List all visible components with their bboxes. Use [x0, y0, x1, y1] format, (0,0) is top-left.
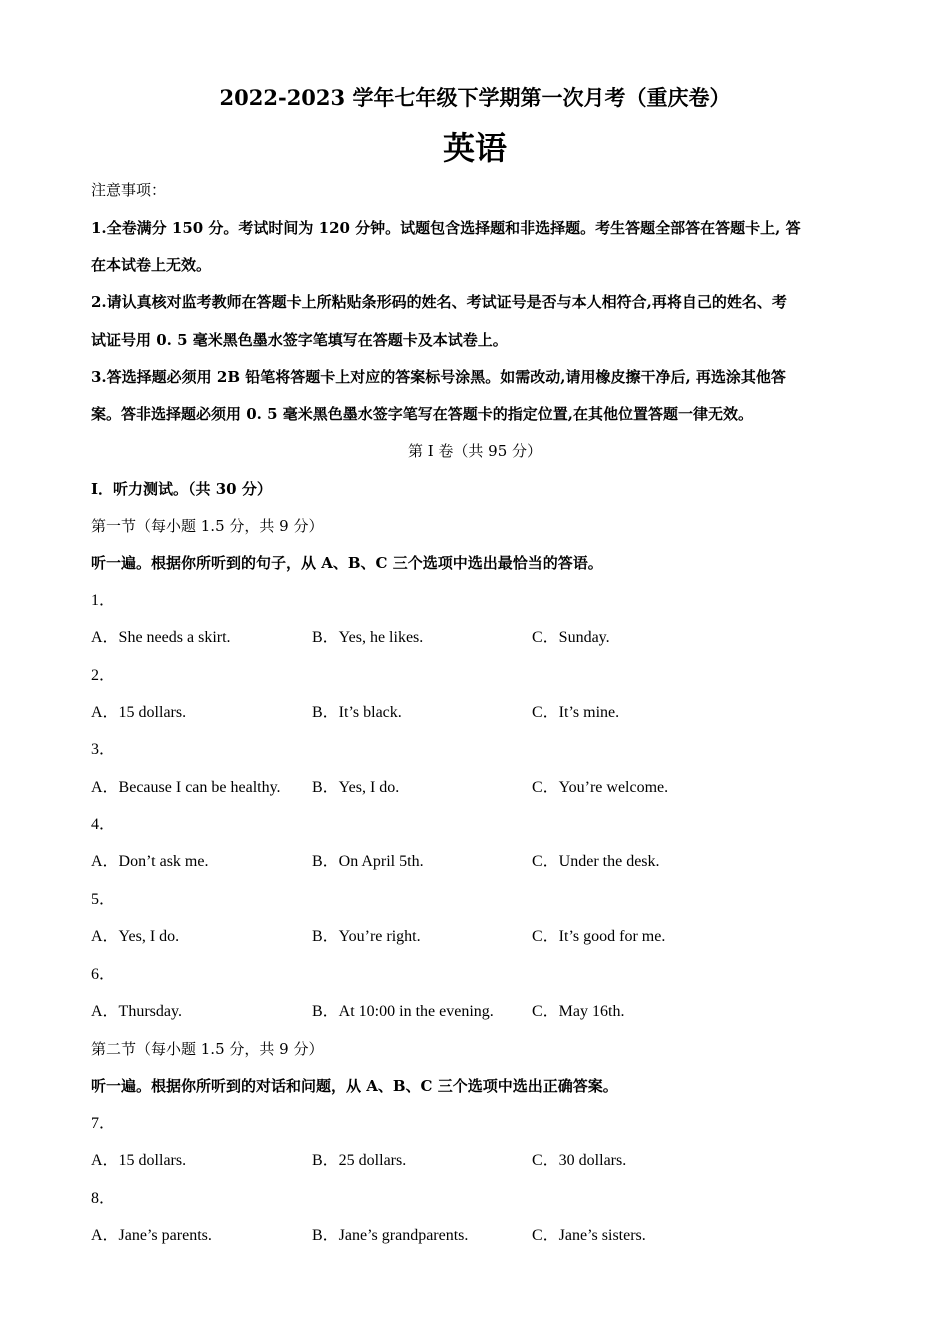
option-a: A．15 dollars. [91, 704, 187, 721]
option-b: B．It’s black. [312, 704, 402, 721]
exam-title: 2022-2023 学年七年级下学期第一次月考（重庆卷） [219, 85, 731, 110]
question-number: 8． [91, 1190, 116, 1207]
option-c: C．It’s mine. [532, 704, 620, 721]
option-a: A．15 dollars. [91, 1152, 187, 1169]
question-number: 6． [91, 966, 116, 983]
question-number: 2． [91, 667, 116, 684]
question-number: 3． [91, 741, 116, 758]
notice-line: 2.请认真核对监考教师在答题卡上所粘贴条形码的姓名、考试证号是否与本人相符合,再将自己的姓名、考 [91, 293, 787, 311]
option-a: A．Because I can be healthy. [91, 779, 281, 796]
listening-section-title: Ⅰ．听力测试。（共 30 分） [91, 480, 272, 498]
option-b: B．Yes, I do. [312, 779, 400, 796]
section-instruction: 听一遍。根据你所听到的句子，从 A、B、C 三个选项中选出最恰当的答语。 [91, 554, 603, 572]
option-b: B．On April 5th. [312, 853, 424, 870]
option-c: C．Under the desk. [532, 853, 660, 870]
notice-line: 1.全卷满分 150 分。考试时间为 120 分钟。试题包含选择题和非选择题。考生答题全部答在答题卡上, 答 [91, 219, 801, 237]
option-c: C．30 dollars. [532, 1152, 627, 1169]
question-number: 4． [91, 816, 116, 833]
option-a: A．Yes, I do. [91, 928, 180, 945]
question-number: 7． [91, 1115, 116, 1132]
section-instruction: 听一遍。根据你所听到的对话和问题，从 A、B、C 三个选项中选出正确答案。 [91, 1077, 618, 1095]
section-heading: 第一节（每小题 1.5 分，共 9 分） [91, 517, 324, 535]
notice-line: 案。答非选择题必须用 0. 5 毫米黑色墨水签字笔写在答题卡的指定位置,在其他位置答题一律无效。 [91, 405, 753, 423]
option-c: C．Sunday. [532, 629, 610, 646]
option-b: B．At 10:00 in the evening. [312, 1003, 494, 1020]
option-a: A．She needs a skirt. [91, 629, 231, 646]
option-b: B．Yes, he likes. [312, 629, 424, 646]
option-b: B．25 dollars. [312, 1152, 407, 1169]
notice-line: 在本试卷上无效。 [91, 256, 212, 274]
part-heading: 第 I 卷（共 95 分） [407, 442, 543, 460]
notice-line: 试证号用 0. 5 毫米黑色墨水签字笔填写在答题卡及本试卷上。 [91, 331, 508, 349]
option-b: B．You’re right. [312, 928, 421, 945]
notice-line: 3.答选择题必须用 2B 铅笔将答题卡上对应的答案标号涂黑。如需改动,请用橡皮擦干净后, 再选涂其他答 [91, 368, 786, 386]
option-c: C．Jane’s sisters. [532, 1227, 646, 1244]
question-number: 1． [91, 592, 116, 609]
notice-heading: 注意事项： [91, 181, 167, 199]
subject-title: 英语 [442, 129, 507, 167]
option-a: A．Thursday. [91, 1003, 182, 1020]
option-a: A．Jane’s parents. [91, 1227, 212, 1244]
option-b: B．Jane’s grandparents. [312, 1227, 469, 1244]
option-c: C．It’s good for me. [532, 928, 666, 945]
option-c: C．You’re welcome. [532, 779, 669, 796]
option-a: A．Don’t ask me. [91, 853, 209, 870]
option-c: C．May 16th. [532, 1003, 625, 1020]
question-number: 5． [91, 891, 116, 908]
section-heading: 第二节（每小题 1.5 分，共 9 分） [91, 1040, 324, 1058]
